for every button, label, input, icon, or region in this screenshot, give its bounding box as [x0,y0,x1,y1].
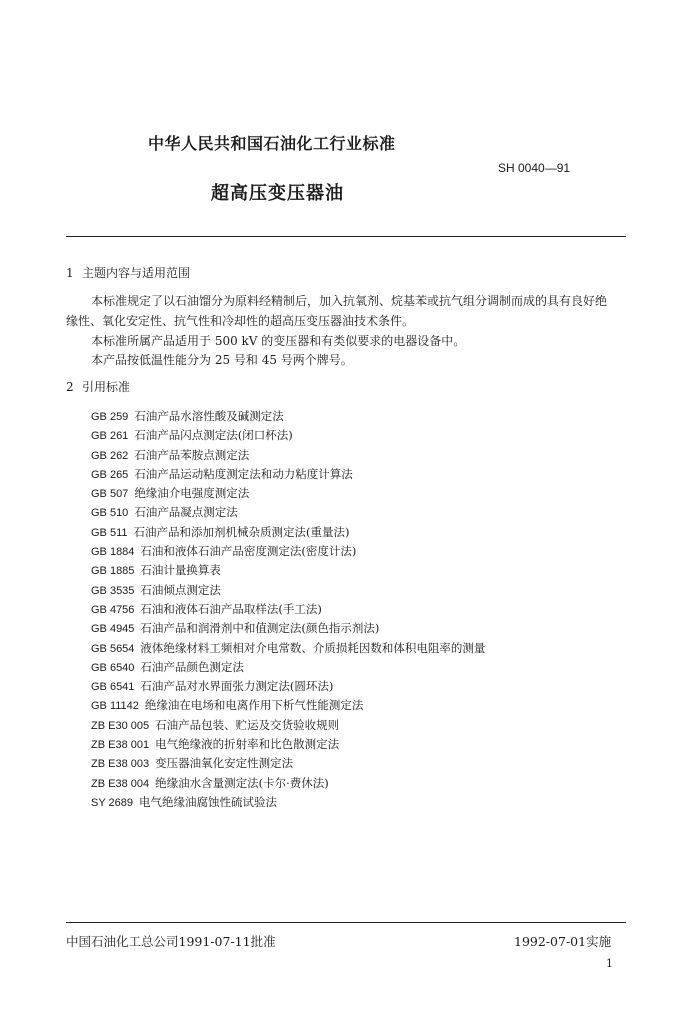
standard-code: SH 0040—91 [498,161,571,175]
reference-name: 石油产品和添加剂机械杂质测定法(重量法) [133,524,350,539]
reference-code: GB 4756 [91,603,135,616]
reference-item [91,503,485,522]
section-1-heading [66,264,190,281]
reference-item [91,426,485,445]
reference-code: GB 5654 [91,642,135,655]
reference-item [91,407,485,426]
reference-item [91,716,485,735]
reference-name: 石油计量换算表 [140,563,221,578]
reference-item [91,774,485,793]
reference-name: 绝缘油水含量测定法(卡尔·费休法) [155,775,329,790]
reference-name: 电气绝缘油腐蚀性硫试验法 [139,794,278,809]
reference-code: GB 1885 [91,565,135,578]
reference-item [91,561,485,580]
reference-item [91,446,485,465]
section-1-paragraph-1: 本标准规定了以石油馏分为原料经精制后，加入抗氧剂、烷基苯或抗气组分调制而成的具有良好绝 [91,294,608,308]
reference-code: GB 11142 [91,700,139,713]
reference-name: 石油产品对水界面张力测定法(圆环法) [140,679,334,694]
reference-code: ZB E38 004 [91,777,150,790]
section-2-number: 2 [66,380,74,394]
reference-code: GB 259 [91,411,129,423]
reference-item [91,465,485,484]
reference-item [91,581,485,600]
reference-code: GB 262 [91,449,129,462]
reference-item [91,754,485,773]
top-divider [66,236,626,237]
section-1-paragraph-3: 本产品按低温性能分为 25 号和 45 号两个牌号。 [91,353,353,367]
section-2-title: 引用标准 [82,380,131,394]
issuing-standard-header: 中华人民共和国石油化工行业标准 [148,134,396,153]
reference-code: GB 3535 [91,584,135,597]
reference-item [91,639,485,658]
reference-code: ZB E38 003 [91,758,150,771]
reference-item [91,523,485,542]
section-1-number: 1 [66,266,74,280]
approval-line: 中国石油化工总公司1991-07-11批准 [66,934,276,949]
reference-code: GB 265 [91,468,129,481]
reference-code: GB 1884 [91,546,135,559]
reference-name: 石油产品颜色测定法 [140,659,244,674]
reference-item [91,619,485,638]
reference-name: 液体绝缘材料工频相对介电常数、介质损耗因数和体积电阻率的测量 [140,640,486,655]
reference-name: 石油产品苯胺点测定法 [134,447,250,462]
reference-item [91,542,485,561]
reference-name: 变压器油氧化安定性测定法 [155,756,294,771]
reference-item [91,658,485,677]
reference-name: 石油产品包装、贮运及交货验收规则 [155,717,340,732]
reference-name: 石油产品和润滑剂中和值测定法(颜色指示剂法) [140,621,380,636]
reference-code: GB 6540 [91,661,135,674]
reference-name: 电气绝缘液的折射率和比色散测定法 [155,737,340,752]
reference-code: GB 510 [91,507,129,520]
reference-name: 石油和液体石油产品取样法(手工法) [140,601,322,616]
referenced-standards-list [91,407,485,812]
reference-code: GB 261 [91,430,129,443]
reference-code: ZB E30 005 [91,719,150,732]
document-title: 超高压变压器油 [211,183,344,204]
reference-item [91,696,485,715]
reference-item [91,677,485,696]
reference-item [91,793,485,812]
reference-name: 石油产品水溶性酸及碱测定法 [134,409,284,423]
reference-item [91,484,485,503]
reference-item [91,600,485,619]
implementation-date: 1992-07-01实施 [514,934,612,949]
section-1-paragraph-1-cont: 缘性、氧化安定性、抗气性和冷却性的超高压变压器油技术条件。 [66,314,415,328]
reference-name: 石油和液体石油产品密度测定法(密度计法) [140,544,357,559]
section-1-title: 主题内容与适用范围 [82,266,191,280]
reference-name: 石油产品凝点测定法 [134,505,238,520]
reference-code: GB 4945 [91,623,135,636]
reference-code: SY 2689 [91,796,134,809]
reference-code: GB 511 [91,526,128,539]
section-2-heading [66,378,130,395]
section-1-paragraph-2: 本标准所属产品适用于 500 kV 的变压器和有类似要求的电器设备中。 [91,334,466,348]
reference-name: 石油产品运动粘度测定法和动力粘度计算法 [134,466,353,481]
reference-code: ZB E38 001 [91,739,150,752]
bottom-divider [66,922,626,923]
reference-item [91,735,485,754]
page-number: 1 [606,957,613,970]
reference-code: GB 6541 [91,681,135,694]
reference-name: 绝缘油介电强度测定法 [134,486,250,501]
reference-code: GB 507 [91,488,129,501]
reference-name: 绝缘油在电场和电离作用下析气性能测定法 [144,698,364,713]
reference-name: 石油倾点测定法 [140,582,221,597]
reference-name: 石油产品闪点测定法(闭口杯法) [134,428,293,443]
